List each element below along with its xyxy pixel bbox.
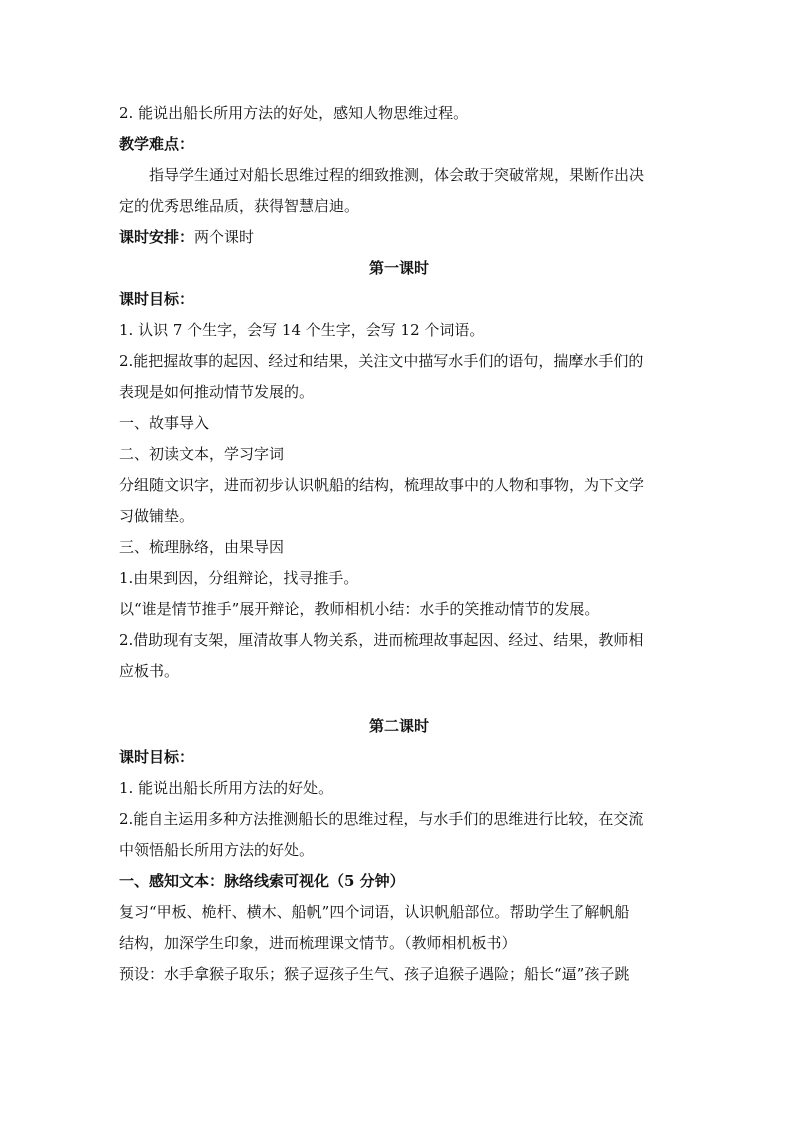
- step-3-item-1: 1.由果到因，分组辩论，找寻推手。: [119, 569, 359, 587]
- part-1-heading: 一、感知文本：脉络线索可视化（5 分钟）: [119, 872, 405, 890]
- lesson-2-goals-heading: 课时目标：: [119, 748, 195, 766]
- teaching-goal-2: 2. 能说出船长所用方法的好处，感知人物思维过程。: [119, 104, 469, 122]
- lesson-2-title: 第二课时: [368, 717, 429, 735]
- lesson-1-goals-heading: 课时目标：: [119, 290, 195, 308]
- schedule-value: 两个课时: [194, 228, 255, 246]
- step-3-heading: 三、梳理脉络，由果导因: [119, 538, 285, 556]
- lesson-1-title: 第一课时: [368, 259, 429, 277]
- step-3-item-2-line-2: 应板书。: [119, 662, 180, 680]
- section-gap: [119, 687, 679, 711]
- part-1-preset: 预设：水手拿猴子取乐；猴子逗孩子生气、孩子追猴子遇险；船长“逼”孩子跳: [119, 965, 630, 983]
- step-2-text-line-2: 习做铺垫。: [119, 507, 195, 525]
- step-3-item-2-line-1: 2.借助现有支架，厘清故事人物关系，进而梳理故事起因、经过、结果，教师相: [119, 631, 644, 649]
- lesson-2-goal-1: 1. 能说出船长所用方法的好处。: [119, 779, 334, 797]
- lesson-2-goal-2-line-2: 中领悟船长所用方法的好处。: [119, 841, 315, 859]
- step-1-heading: 一、故事导入: [119, 414, 210, 432]
- step-2-text-line-1: 分组随文识字，进而初步认识帆船的结构，梳理故事中的人物和事物，为下文学: [119, 476, 645, 494]
- lesson-2-goal-2-line-1: 2.能自主运用多种方法推测船长的思维过程，与水手们的思维进行比较，在交流: [119, 810, 644, 828]
- document-body: [119, 98, 679, 990]
- difficulty-text-line-2: 定的优秀思维品质，获得智慧启迪。: [119, 197, 360, 215]
- part-1-text-line-2: 结构，加深学生印象，进而梳理课文情节。（教师相机板书）: [119, 934, 517, 952]
- difficulty-heading: 教学难点：: [119, 135, 195, 153]
- step-3-item-1-text: 以“谁是情节推手”展开辩论，教师相机小结：水手的笑推动情节的发展。: [119, 600, 600, 618]
- difficulty-text-line-1: 指导学生通过对船长思维过程的细致推测，体会敢于突破常规，果断作出决: [149, 166, 645, 184]
- part-1-text-line-1: 复习“甲板、桅杆、横木、船帆”四个词语，认识帆船部位。帮助学生了解帆船: [119, 903, 630, 921]
- step-2-heading: 二、初读文本，学习字词: [119, 445, 285, 463]
- lesson-1-goal-2-line-2: 表现是如何推动情节发展的。: [119, 383, 315, 401]
- schedule-label: 课时安排：: [119, 228, 195, 246]
- lesson-1-goal-2-line-1: 2.能把握故事的起因、经过和结果，关注文中描写水手们的语句，揣摩水手们的: [119, 352, 644, 370]
- lesson-1-goal-1: 1. 认识 7 个生字，会写 14 个生字，会写 12 个词语。: [119, 321, 485, 339]
- schedule-line: [119, 222, 679, 253]
